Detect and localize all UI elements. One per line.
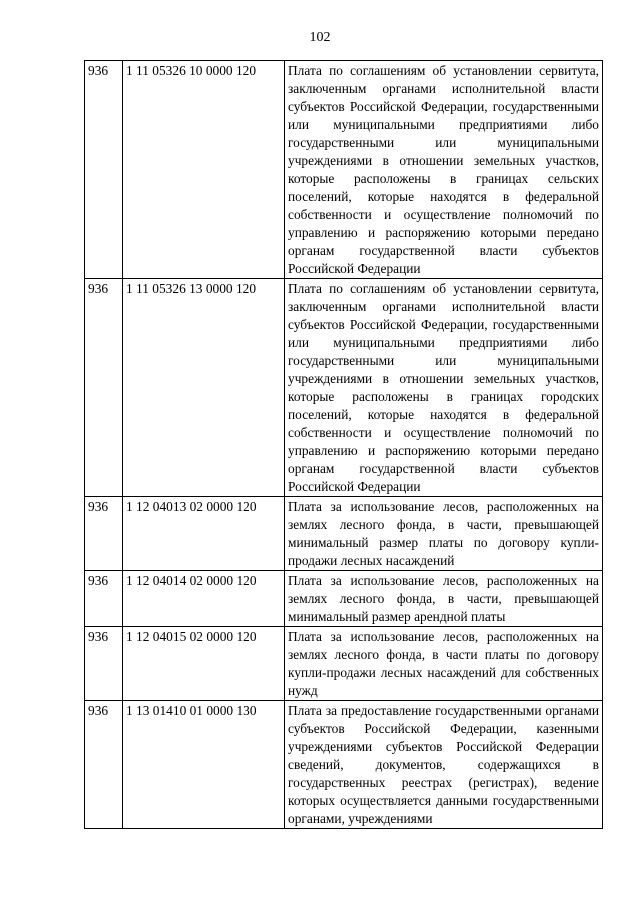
page-number: 102 (309, 30, 331, 45)
income-name-cell: Плата по соглашениям об установлении сервитута, заключенным органами исполнительной власти субъектов Российской Федерации, государственными или муниципальными предприятиями либо государственными или муниципальными учреждениями в отношении земельных участков, которые расположены в границах городских поселений, которые находятся в федеральной собственности и осуществление полномочий по управлению и распоряжению которыми передано органам государственной власти субъектов Российской Федерации (285, 279, 603, 497)
income-code-cell: 1 11 05326 13 0000 120 (123, 279, 285, 497)
income-code-cell: 1 12 04013 02 0000 120 (123, 497, 285, 571)
budget-classification-table (84, 60, 603, 829)
income-name-cell: Плата по соглашениям об установлении сервитута, заключенным органами исполнительной власти субъектов Российской Федерации, государственными или муниципальными предприятиями либо государственными или муниципальными учреждениями в отношении земельных участков, которые расположены в границах сельских поселений, которые находятся в федеральной собственности и осуществление полномочий по управлению и распоряжению которыми передано органам государственной власти субъектов Российской Федерации (285, 61, 603, 279)
table-row (85, 279, 603, 497)
admin-code-cell: 936 (85, 627, 123, 701)
income-code-cell: 1 12 04015 02 0000 120 (123, 627, 285, 701)
table-row (85, 701, 603, 829)
income-name-cell: Плата за использование лесов, расположенных на землях лесного фонда, в части платы по договору купли-продажи лесных насаждений для собственных нужд (285, 627, 603, 701)
income-code-cell: 1 12 04014 02 0000 120 (123, 571, 285, 627)
table-row (85, 571, 603, 627)
admin-code-cell: 936 (85, 279, 123, 497)
admin-code-cell: 936 (85, 701, 123, 829)
table-row (85, 627, 603, 701)
income-code-cell: 1 11 05326 10 0000 120 (123, 61, 285, 279)
income-code-cell: 1 13 01410 01 0000 130 (123, 701, 285, 829)
admin-code-cell: 936 (85, 571, 123, 627)
admin-code-cell: 936 (85, 61, 123, 279)
admin-code-cell: 936 (85, 497, 123, 571)
table-row (85, 497, 603, 571)
income-name-cell: Плата за предоставление государственными органами субъектов Российской Федерации, казенными учреждениями субъектов Российской Федерации сведений, документов, содержащихся в государственных реестрах (регистрах), ведение которых осуществляется данными государственными органами, учреждениями (285, 701, 603, 829)
income-name-cell: Плата за использование лесов, расположенных на землях лесного фонда, в части, превышающей минимальный размер арендной платы (285, 571, 603, 627)
income-name-cell: Плата за использование лесов, расположенных на землях лесного фонда, в части, превышающей минимальный размер платы по договору купли-продажи лесных насаждений (285, 497, 603, 571)
table-row (85, 61, 603, 279)
